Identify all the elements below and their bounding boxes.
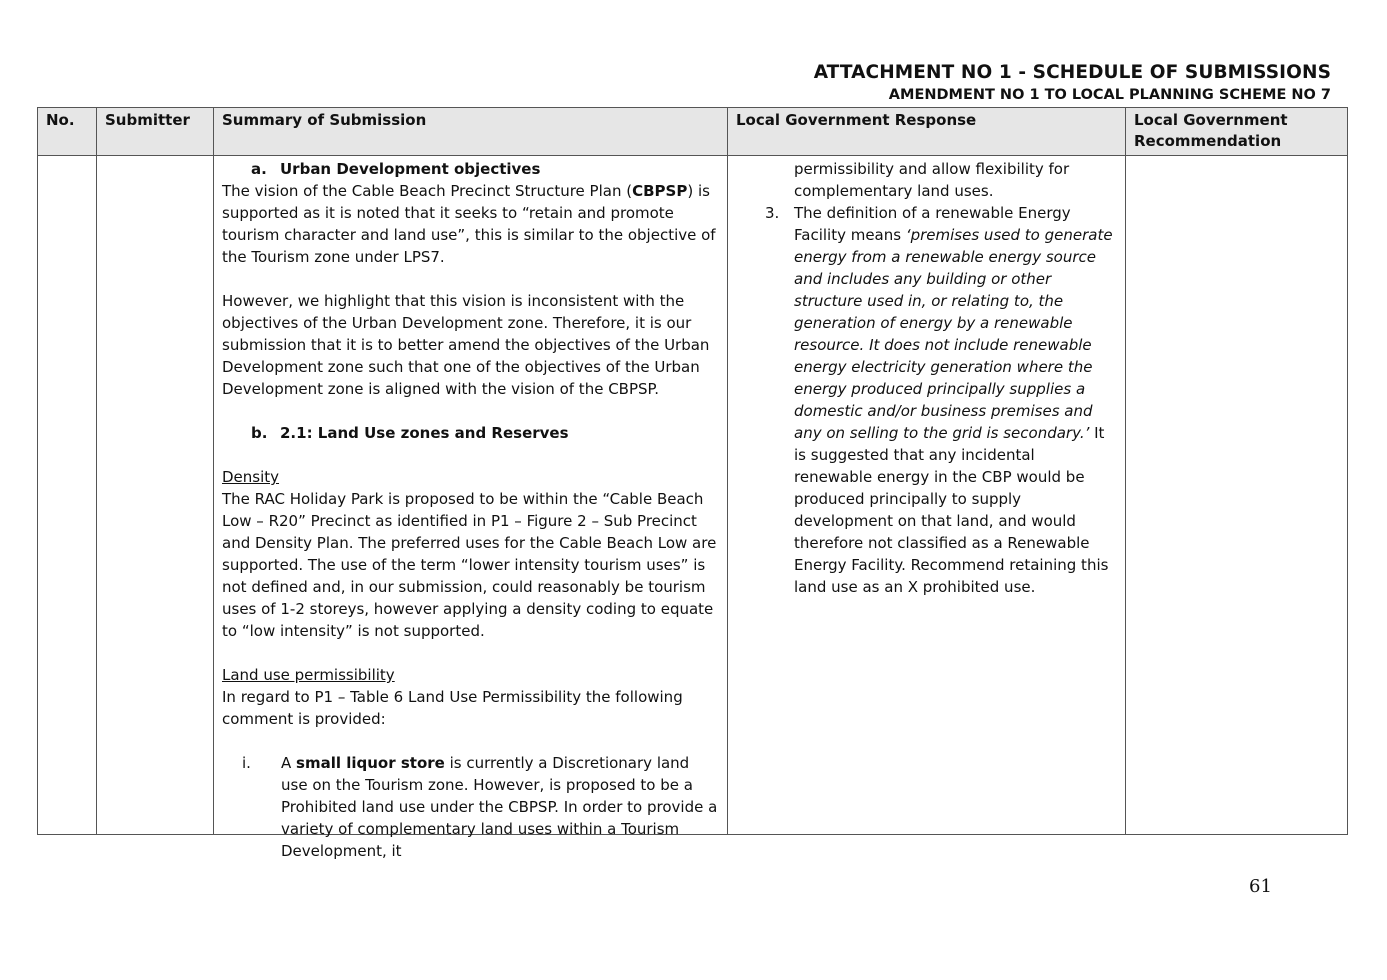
summary-paragraph-2: However, we highlight that this vision is inconsistent with the objectives of the Urban Development zone. Therefore, it is our submission that it is to better amend the objectives of the Urban Development zone such that one of the objectives of the Urban Development zone is aligned with the vision of the CBPSP.: [222, 292, 710, 398]
col-header-summary: Summary of Submission: [214, 108, 728, 156]
cell-summary: [214, 156, 728, 860]
col-header-response: Local Government Response: [728, 108, 1126, 156]
table-header-row: [38, 108, 1348, 156]
density-heading: Density: [222, 468, 280, 486]
col-header-submitter: Submitter: [97, 108, 214, 156]
subheading-b: b. 2.1: Land Use zones and Reserves: [251, 424, 569, 442]
document-subtitle: AMENDMENT NO 1 TO LOCAL PLANNING SCHEME NO 7: [888, 87, 1331, 103]
cell-recommendation: [1126, 156, 1348, 835]
table-row: [38, 156, 1348, 835]
col-header-no: No.: [38, 108, 97, 156]
list-item: 3. The definition of a renewable Energy Facility means ‘premises used to generate energy from a renewable energy source and includes any building or other structure used in, or relating to, the generation of energy by a renewable resource. It does not include renewable energy electricity generation where the energy produced principally supplies a domestic and/or business premises and any on selling to the grid is secondary.’ It is suggested that any incidental renewable energy in the CBP would be produced principally to supply development on that land, and would therefore not classified as a Renewable Energy Facility. Recommend retaining this land use as an X prohibited use.: [765, 204, 1113, 596]
permissibility-paragraph: In regard to P1 – Table 6 Land Use Permissibility the following comment is provided:: [222, 688, 683, 728]
response-continuation: permissibility and allow flexibility for complementary land uses.: [794, 160, 1070, 200]
col-header-recommendation: Local Government Recommendation: [1126, 108, 1348, 156]
cell-response: [728, 156, 1126, 835]
page-number: 61: [1249, 876, 1272, 897]
summary-paragraph-1: The vision of the Cable Beach Precinct Structure Plan (CBPSP) is supported as it is noted that it seeks to “retain and promote tourism character and land use”, this is similar to the objective of the Tourism zone under LPS7.: [222, 182, 716, 266]
cell-submitter: [97, 156, 214, 835]
submissions-table: [37, 107, 1348, 860]
density-paragraph: The RAC Holiday Park is proposed to be within the “Cable Beach Low – R20” Precinct as identified in P1 – Figure 2 – Sub Precinct and Density Plan. The preferred uses for the Cable Beach Low are supported. The use of the term “lower intensity tourism uses” is not defined and, in our submission, could reasonably be tourism uses of 1-2 storeys, however applying a density coding to equate to “low intensity” is not supported.: [222, 490, 717, 640]
list-item: i. A small liquor store is currently a Discretionary land use on the Tourism zone. However, is proposed to be a Prohibited land use under the CBPSP. In order to provide a variety of complementary land uses within a Tourism Development, it: [242, 754, 718, 860]
document-title: ATTACHMENT NO 1 - SCHEDULE OF SUBMISSIONS: [813, 62, 1331, 83]
document-header: [814, 62, 1331, 106]
permissibility-heading: Land use permissibility: [222, 666, 395, 684]
cell-no: [38, 156, 97, 835]
subheading-a: a. Urban Development objectives: [251, 160, 541, 178]
